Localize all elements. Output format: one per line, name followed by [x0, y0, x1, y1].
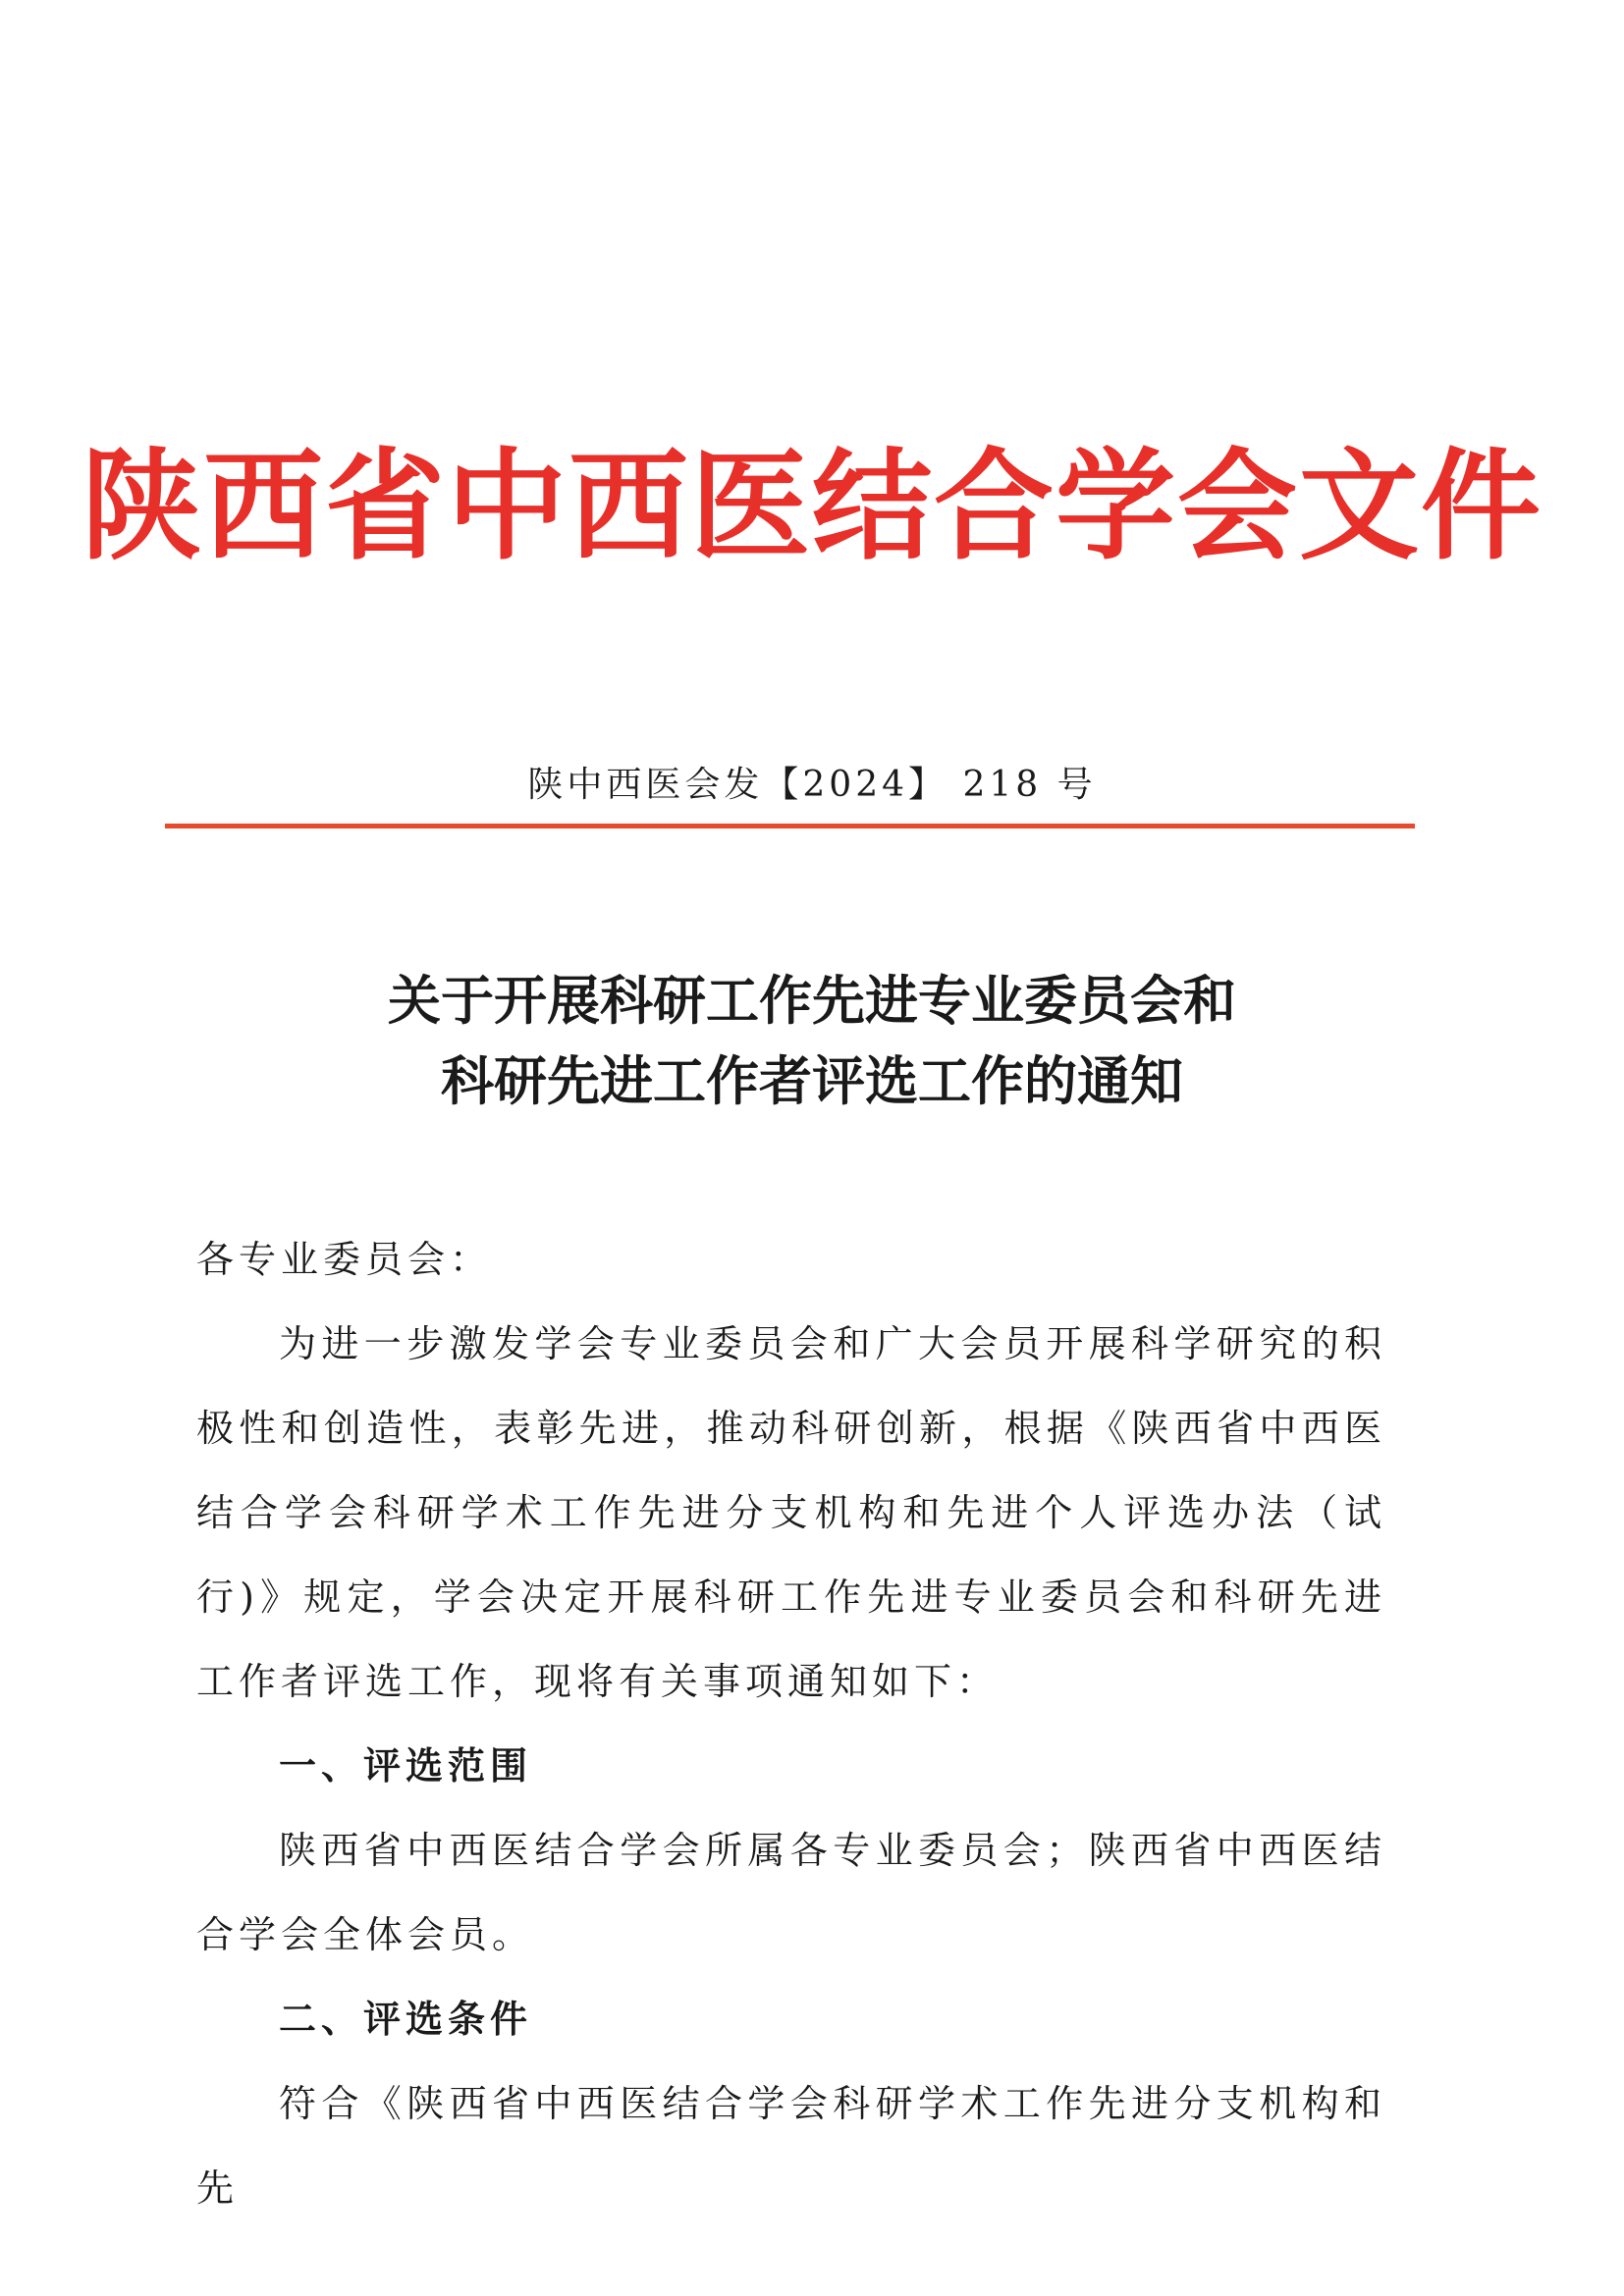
notice-title — [0, 960, 1624, 1121]
section-2-paragraph: 符合《陕西省中西医结合学会科研学术工作先进分支机构和先 — [196, 2082, 1386, 2210]
masthead-title: 陕西省中西医结合学会文件 — [81, 435, 1543, 576]
section-2-heading: 二、评选条件 — [279, 1997, 533, 2041]
document-number: 陕中西医会发【2024】 218 号 — [527, 765, 1097, 805]
notice-body — [196, 1217, 1386, 2230]
salutation: 各专业委员会： — [196, 1238, 493, 1281]
intro-paragraph: 为进一步激发学会专业委员会和广大会员开展科学研究的积极性和创造性，表彰先进，推动科研创新，根据《陕西省中西医结合学会科研学术工作先进分支机构和先进个人评选办法（试行)》规定，学会决定开展科研工作先进专业委员会和科研先进工作者评选工作，现将有关事项通知如下： — [196, 1322, 1386, 1703]
red-divider-rule — [165, 824, 1415, 828]
notice-title-line-2: 科研先进工作者评选工作的通知 — [441, 1049, 1183, 1112]
section-1-paragraph: 陕西省中西医结合学会所属各专业委员会；陕西省中西医结合学会全体会员。 — [196, 1829, 1386, 1956]
section-1-heading: 一、评选范围 — [279, 1743, 533, 1788]
notice-title-line-1: 关于开展科研工作先进专业委员会和 — [388, 969, 1236, 1032]
